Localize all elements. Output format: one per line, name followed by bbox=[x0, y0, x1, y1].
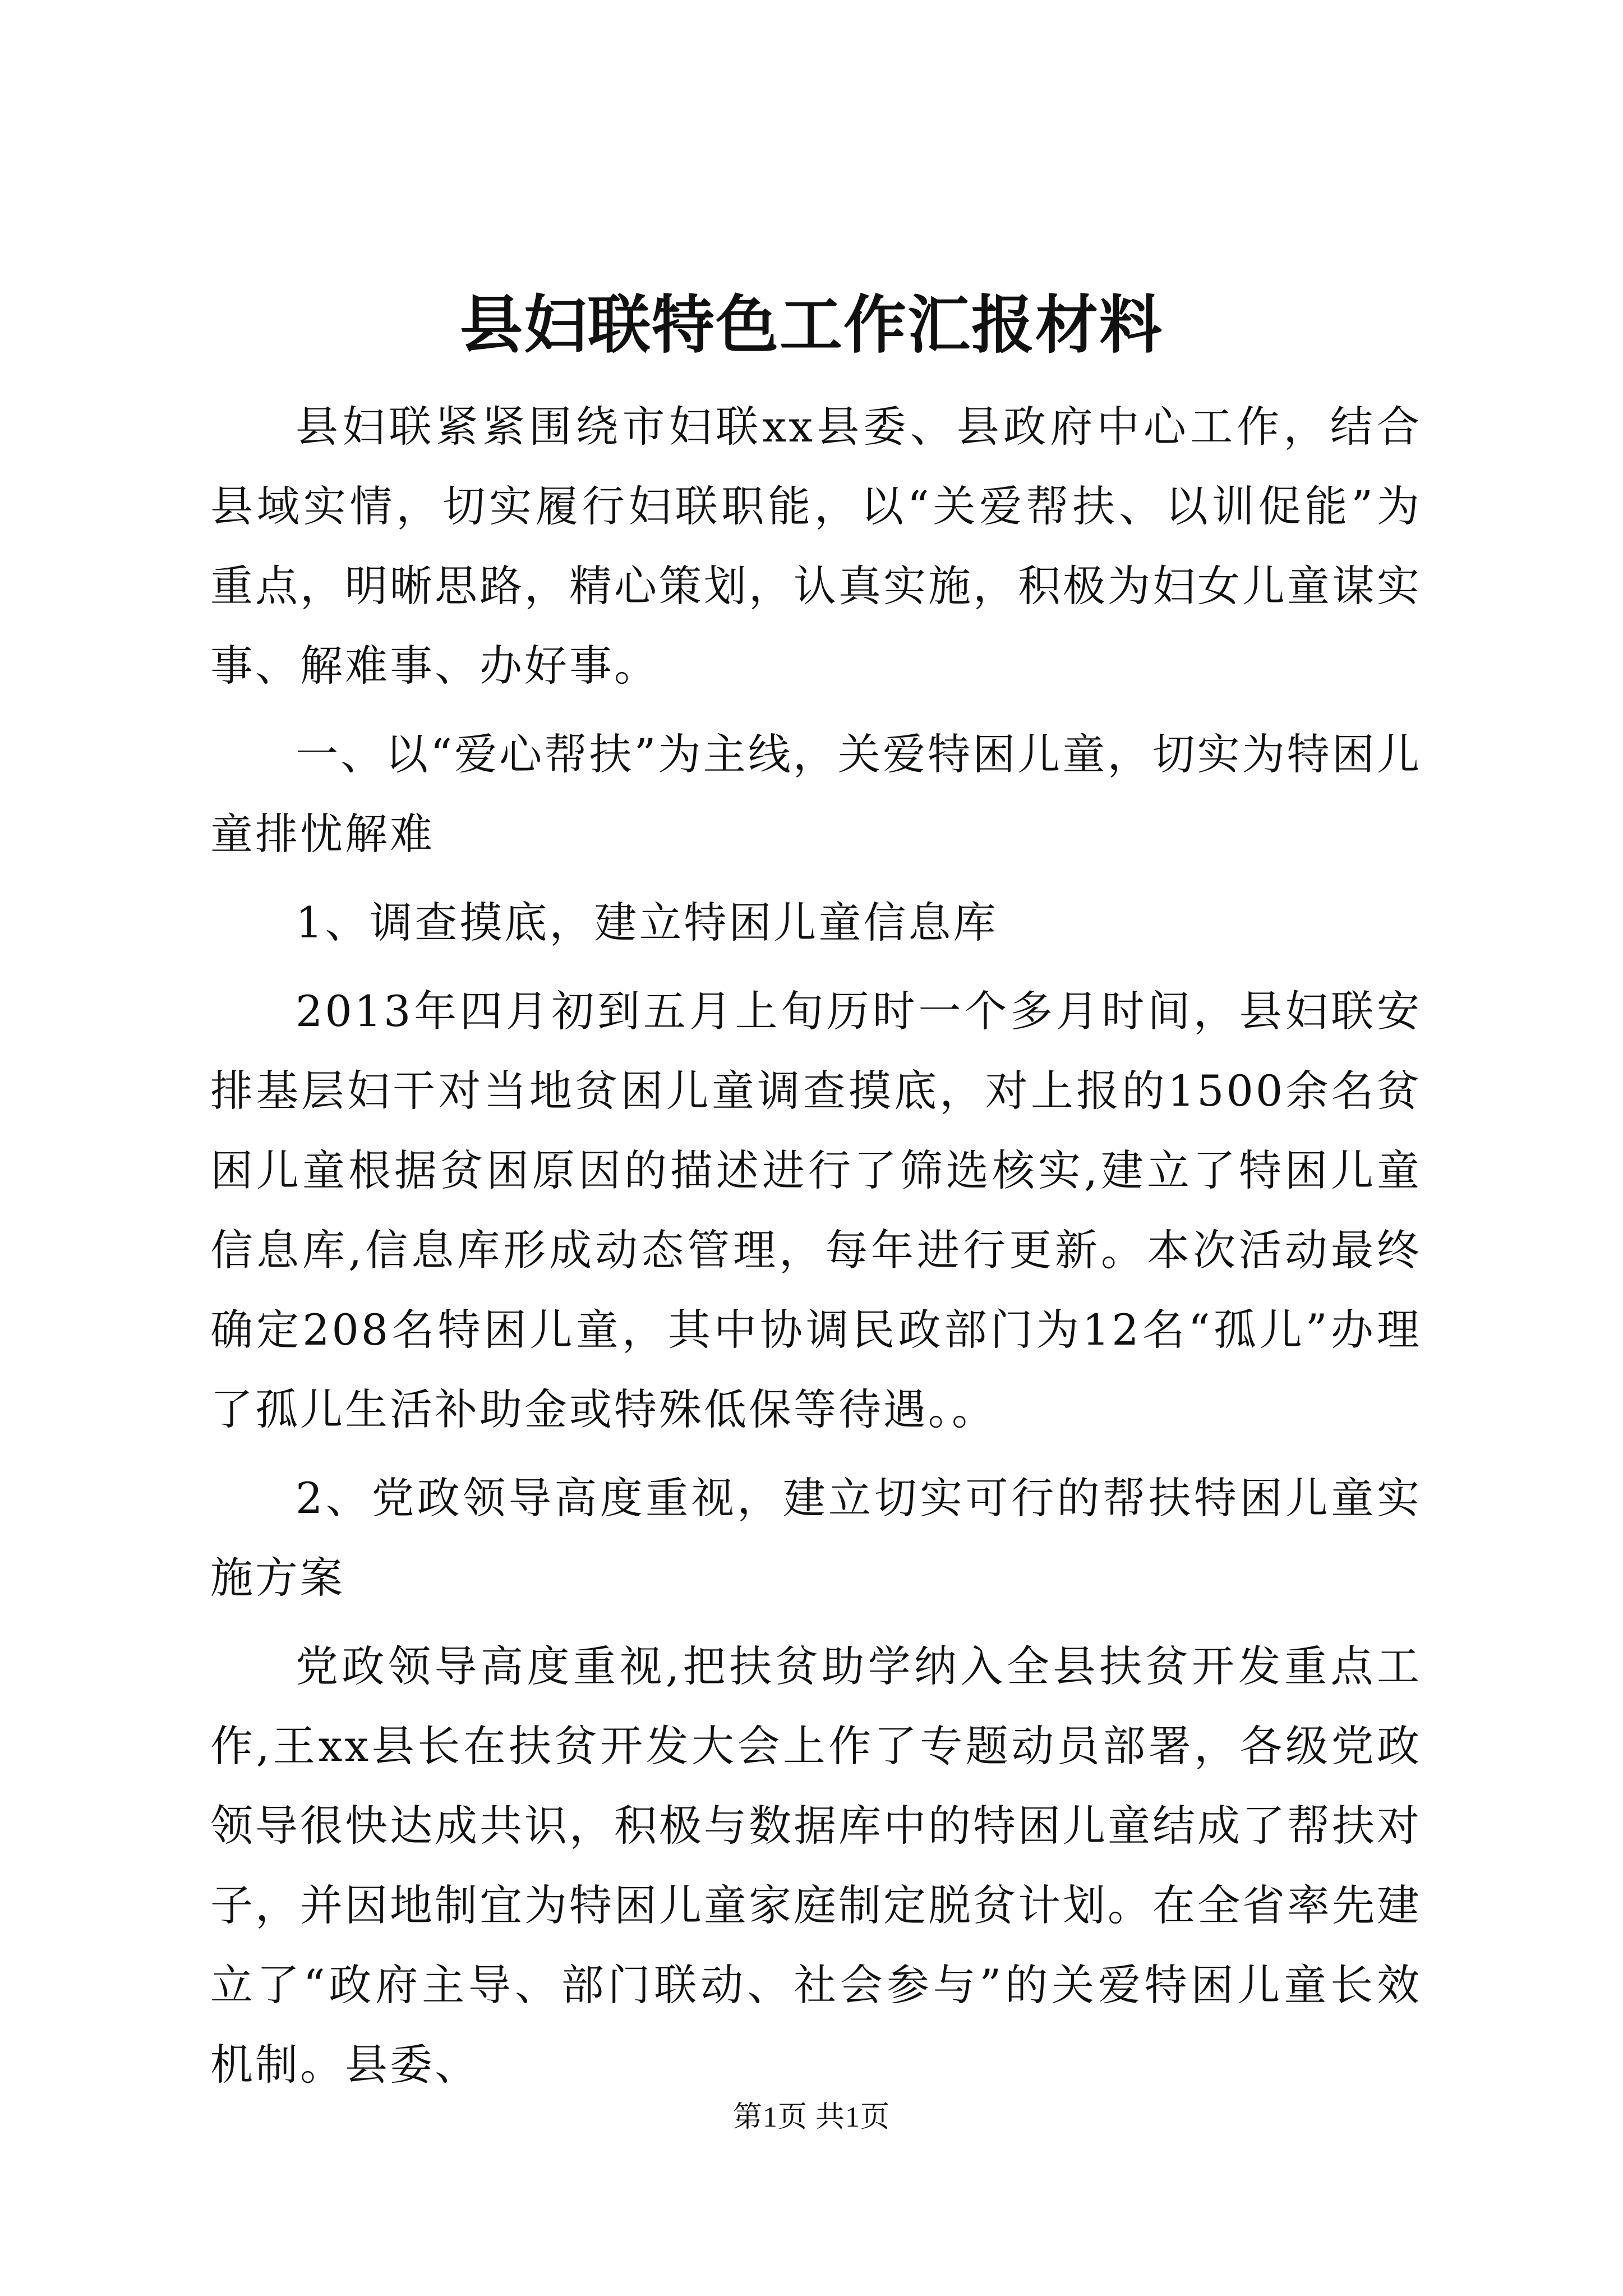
document-body bbox=[210, 387, 1422, 2114]
document-title: 县妇联特色工作汇报材料 bbox=[460, 288, 1163, 362]
paragraph-survey: 2013年四月初到五月上旬历时一个多月时间，县妇联安排基层妇干对当地贫困儿童调查摸底，对上报的1500余名贫困儿童根据贫困原因的描述进行了筛选核实,建立了特困儿童信息库,信息库形成动态管理，每年进行更新。本次活动最终确定208名特困儿童，其中协调民政部门为12名“孤儿”办理了孤儿生活补助金或特殊低保等待遇。。 bbox=[210, 986, 1422, 1434]
page-footer: 第1页 共1页 bbox=[732, 2101, 890, 2133]
paragraph-leadership: 党政领导高度重视,把扶贫助学纳入全县扶贫开发重点工作,王xx县长在扶贫开发大会上作了专题动员部署，各级党政领导很快达成共识，积极与数据库中的特困儿童结成了帮扶对子，并因地制宜为特困儿童家庭制定脱贫计划。在全省率先建立了“政府主导、部门联动、社会参与”的关爱特困儿童长效机制。县委、 bbox=[210, 1641, 1422, 2090]
subsection-heading-2: 2、党政领导高度重视，建立切实可行的帮扶特困儿童实施方案 bbox=[210, 1473, 1422, 1603]
section-heading-1: 一、以“爱心帮扶”为主线，关爱特困儿童，切实为特困儿童排忧解难 bbox=[210, 729, 1422, 859]
paragraph-intro: 县妇联紧紧围绕市妇联xx县委、县政府中心工作，结合县域实情，切实履行妇联职能，以“关爱帮扶、以训促能”为重点，明晰思路，精心策划，认真实施，积极为妇女儿童谋实事、解难事、办好事。 bbox=[210, 402, 1422, 691]
subsection-heading-1: 1、调查摸底，建立特困儿童信息库 bbox=[296, 898, 998, 947]
